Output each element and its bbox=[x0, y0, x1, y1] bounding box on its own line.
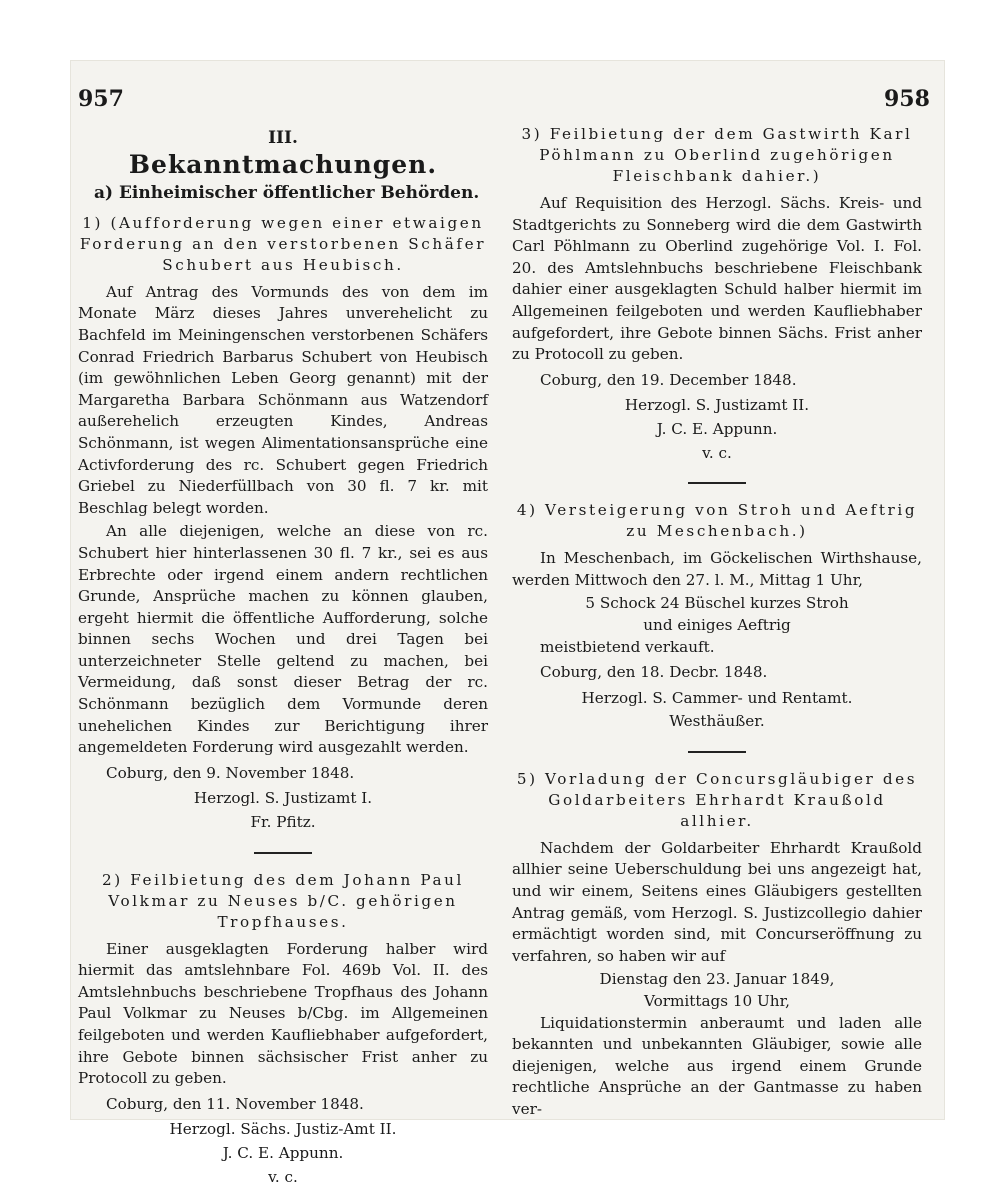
notice-2-signer: J. C. E. Appunn. bbox=[222, 1143, 344, 1162]
notice-5 bbox=[512, 769, 922, 1121]
notice-1 bbox=[78, 213, 488, 834]
notice-4-outro: meistbietend verkauft. bbox=[540, 637, 715, 656]
notice-1-heading: 1) (Aufforderung wegen einer etwaigen Forderung an den verstorbenen Schäfer Schubert aus Heubisch. bbox=[79, 213, 487, 274]
notice-3-signer: J. C. E. Appunn. bbox=[656, 419, 778, 438]
notice-4-line-2: und einiges Aeftrig bbox=[643, 615, 791, 634]
notice-2-paragraph: Einer ausgeklagten Forderung halber wird hiermit das amtslehnbare Fol. 469b Vol. II. des Amtslehnbuchs beschriebene Tropfhaus des Johann Paul Volkmar zu Neuses b/Cbg. im Allgemeinen feilgeboten und werden Kaufliebhaber aufgefordert, ihre Gebote binnen sächsischer Frist anher zu Protocoll zu geben. bbox=[78, 939, 488, 1088]
notice-1-paragraph-1: Auf Antrag des Vormunds des von dem im Monate März dieses Jahres unverehelicht zu Bachfeld im Meiningenschen verstorbenen Schäfers Conrad Friedrich Barbarus Schubert von Heubisch (im gewöhnlichen Leben Georg genannt) mit der Margaretha Barbara Schönmann aus Watzendorf außerehelich erzeugten Kindes, Andreas Schönmann, ist wegen Alimentationsansprüche eine Activforderung des rc. Schubert gegen Friedrich Griebel zu Niederfüllbach von 30 fl. 7 kr. mit Beschlag belegt worden. bbox=[78, 282, 488, 517]
notice-4-place-date: Coburg, den 18. Decbr. 1848. bbox=[540, 663, 768, 682]
notice-4-signer: Westhäußer. bbox=[669, 712, 765, 731]
notice-5-paragraph: Nachdem der Goldarbeiter Ehrhardt Kraußold allhier seine Ueberschuldung bei uns angezeigt hat, und wir einem, Seitens eines Gläubigers gestellten Antrag gemäß, vom Herzogl. S. Justizcollegio dahier ermächtigt worden sind, mit Concurseröffnung zu verfahren, so haben wir auf bbox=[512, 838, 922, 965]
notice-5-heading: 5) Vorladung der Concursgläubiger des Goldarbeiters Ehrhardt Kraußold allhier. bbox=[516, 769, 918, 830]
section-subtitle: a) Einheimischer öffentlicher Behörden. bbox=[94, 183, 480, 204]
notice-4-intro: In Meschenbach, im Göckelischen Wirthshause, werden Mittwoch den 27. l. M., Mittag 1 Uhr, bbox=[512, 549, 922, 589]
notice-1-office: Herzogl. S. Justizamt I. bbox=[193, 789, 373, 808]
divider-rule bbox=[688, 751, 746, 753]
notice-3-vc: v. c. bbox=[702, 443, 732, 462]
divider-rule bbox=[254, 852, 312, 854]
notice-2-place-date: Coburg, den 11. November 1848. bbox=[106, 1094, 364, 1113]
notice-1-paragraph-2: An alle diejenigen, welche an diese von rc. Schubert hier hinterlassenen 30 fl. 7 kr., sei es aus Erbrechte oder irgend einem andern rechtlichen Grunde, Ansprüche machen zu können glauben, ergeht hiermit die öffentliche Aufforderung, solche binnen sechs Wochen und drei Tagen bei unterzeichneter Stelle geltend zu machen, bei Vermeidung, daß sonst dieser Betrag der rc. Schönmann bezüglich dem Vormunde deren unehelichen Kindes zur Berichtigung ihrer angemeldeten Forderung wird ausgezahlt werden. bbox=[78, 522, 488, 757]
notice-4-office: Herzogl. S. Cammer- und Rentamt. bbox=[581, 688, 853, 707]
notice-3 bbox=[512, 124, 922, 464]
divider-rule bbox=[688, 482, 746, 484]
left-column bbox=[78, 118, 488, 1192]
notice-3-place-date: Coburg, den 19. December 1848. bbox=[540, 370, 797, 389]
section-number: III. bbox=[268, 128, 298, 148]
notice-1-place-date: Coburg, den 9. November 1848. bbox=[106, 763, 355, 782]
page-number-left: 957 bbox=[78, 86, 124, 112]
notice-1-signer: Fr. Pfitz. bbox=[250, 813, 316, 832]
right-column bbox=[512, 118, 922, 1123]
notice-3-paragraph: Auf Requisition des Herzogl. Sächs. Kreis- und Stadtgerichts zu Sonneberg wird die dem Gastwirth Carl Pöhlmann zu Oberlind zugehörige Vol. I. Fol. 20. des Amtslehnbuchs beschriebene Fleischbank dahier einer ausgeklagten Schuld halber hiermit im Allgemeinen feilgeboten und werden Kaufliebhaber aufgefordert, ihre Gebote binnen Sächs. Frist anher zu Protocoll zu geben. bbox=[512, 194, 922, 364]
notice-2-office: Herzogl. Sächs. Justiz-Amt II. bbox=[169, 1120, 397, 1139]
notice-4-heading: 4) Versteigerung von Stroh und Aeftrig zu Meschenbach.) bbox=[516, 501, 918, 541]
notice-3-office: Herzogl. S. Justizamt II. bbox=[624, 396, 810, 415]
notice-4 bbox=[512, 500, 922, 733]
section-title: Bekanntmachungen. bbox=[128, 149, 438, 179]
notice-2-heading: 2) Feilbietung des dem Johann Paul Volkmar zu Neuses b/C. gehörigen Tropfhauses. bbox=[102, 870, 464, 931]
notice-4-line-1: 5 Schock 24 Büschel kurzes Stroh bbox=[585, 594, 849, 613]
notice-2-vc: v. c. bbox=[268, 1167, 298, 1186]
notice-3-heading: 3) Feilbietung der dem Gastwirth Karl Pöhlmann zu Oberlind zugehörigen Fleischbank dahier.) bbox=[521, 125, 913, 185]
notice-2 bbox=[78, 870, 488, 1189]
notice-5-date-line: Dienstag den 23. Januar 1849, bbox=[599, 970, 835, 989]
notice-5-paragraph-2: Liquidationstermin anberaumt und laden alle bekannten und unbekannten Gläubiger, sowie alle diejenigen, welche aus irgend einem Grunde rechtliche Ansprüche an der Gantmasse zu haben ver- bbox=[512, 1013, 922, 1118]
notice-5-time-line: Vormittags 10 Uhr, bbox=[644, 992, 790, 1011]
page-number-right: 958 bbox=[884, 86, 930, 112]
